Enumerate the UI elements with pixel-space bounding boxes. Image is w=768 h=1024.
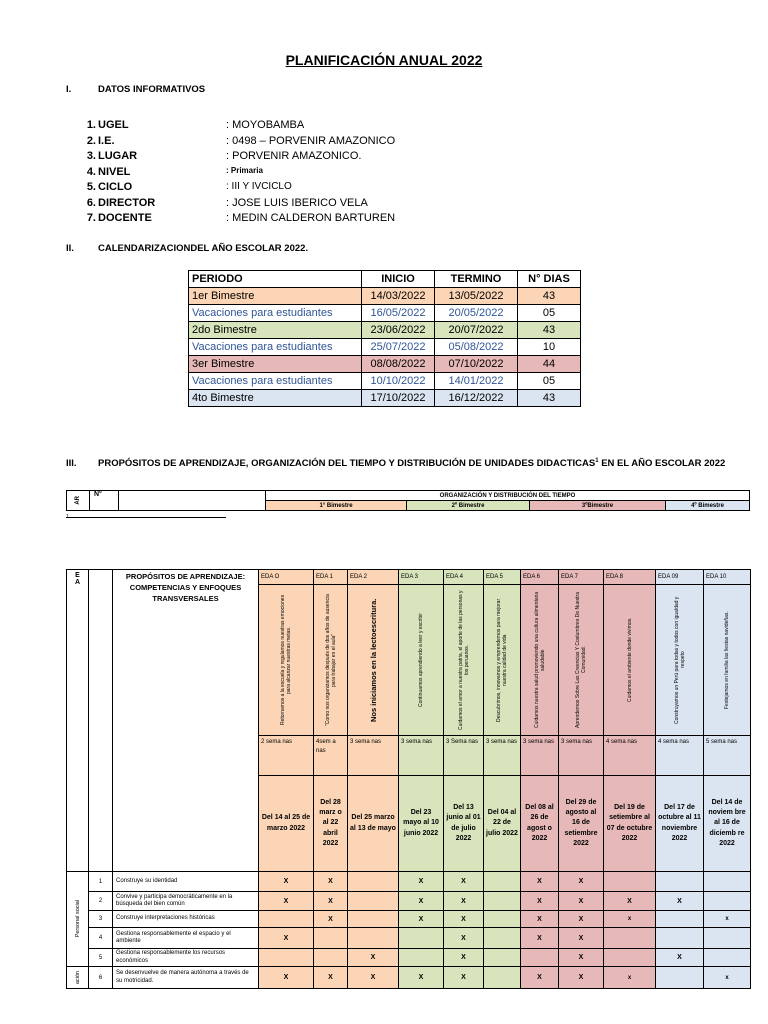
- eda-dates: Del 13 junio al 01 de julio 2022: [444, 776, 484, 872]
- info-key: DIRECTOR: [98, 196, 156, 209]
- competence-mark: X: [559, 872, 604, 892]
- competence-mark: [656, 928, 704, 949]
- eda-title: Construyamos un Perú para todas y todos con igualdad y respeto: [656, 585, 704, 736]
- section-2-number: II.: [66, 243, 74, 254]
- info-number: 4.: [86, 165, 96, 178]
- info-key: CICLO: [98, 181, 133, 193]
- competence-mark: X: [521, 967, 559, 989]
- info-number: 3.: [86, 150, 96, 162]
- info-list: [80, 119, 500, 229]
- competence-mark: [259, 911, 314, 928]
- competence-mark: [604, 872, 656, 892]
- competence-mark: [484, 967, 521, 989]
- info-number: 6.: [86, 196, 96, 209]
- competence-name: Gestiona responsablemente el espacio y el ambiente: [113, 928, 259, 949]
- eda-duration: 3 sema nas: [399, 736, 444, 776]
- eda-title: Cuidamos nuestra salud promoviendo una cultura alimentaria saludable: [521, 585, 559, 736]
- eda-title: Retornamos a la escuela y regulamos nuestras emociones para alcanzar nuestras metas.: [259, 585, 314, 736]
- competence-mark: X: [399, 967, 444, 989]
- competence-mark: [314, 928, 348, 949]
- competence-mark: [484, 911, 521, 928]
- eda-label: EDA 1: [314, 570, 348, 585]
- info-number: 2.: [86, 134, 96, 147]
- eda-label: EDA 09: [656, 570, 704, 585]
- calendar-cell-inicio: 14/03/2022: [362, 288, 435, 305]
- eda-duration: 3 sema nas: [348, 736, 399, 776]
- footnote-mark: 1: [66, 514, 69, 520]
- eda-label: EDA 7: [559, 570, 604, 585]
- competence-number: 5: [89, 949, 113, 967]
- competence-mark: X: [604, 892, 656, 911]
- time-distribution-table: [66, 490, 750, 511]
- competence-mark: X: [444, 892, 484, 911]
- eda-title: Continuamos aprendiendo a leer y escribir: [399, 585, 444, 736]
- calendar-cell-periodo: 1er Bimestre: [189, 288, 362, 305]
- calendar-header-termino: TERMINO: [435, 271, 518, 288]
- competence-mark: X: [559, 949, 604, 967]
- eda-label: EDA 8: [604, 570, 656, 585]
- eda-duration: 3 sema nas: [521, 736, 559, 776]
- calendar-cell-dias: 43: [518, 390, 581, 407]
- competence-mark: X: [314, 967, 348, 989]
- competence-mark: [484, 892, 521, 911]
- competence-mark: [399, 928, 444, 949]
- grid-col-e: E A: [67, 570, 89, 872]
- eda-dates: Del 25 marzo al 13 de mayo: [348, 776, 399, 872]
- info-row: [80, 166, 500, 180]
- area-educacion-fisica: ación: [67, 967, 89, 989]
- competence-mark: x: [704, 911, 751, 928]
- info-row: [80, 212, 500, 226]
- calendar-cell-inicio: 17/10/2022: [362, 390, 435, 407]
- footnote-divider: [66, 517, 226, 518]
- calendar-cell-dias: 05: [518, 305, 581, 322]
- competence-name: Construye interpretaciones históricas: [113, 911, 259, 928]
- competence-row: [67, 892, 751, 911]
- competence-mark: X: [348, 949, 399, 967]
- competence-mark: X: [444, 967, 484, 989]
- info-value: : III Y IVCICLO: [226, 181, 292, 192]
- eda-dates: Del 23 mayo al 10 junio 2022: [399, 776, 444, 872]
- calendar-cell-termino: 20/05/2022: [435, 305, 518, 322]
- eda-duration: 3 sema nas: [484, 736, 521, 776]
- section-3-title: PROPÓSITOS DE APRENDIZAJE, ORGANIZACIÓN DEL TIEMPO Y DISTRIBUCIÓN DE UNIDADES DIDACTICAS$^1$ EN EL AÑO ESCOLAR 2022: [98, 458, 726, 470]
- info-key: UGEL: [98, 119, 129, 131]
- competence-number: 4: [89, 928, 113, 949]
- competence-row: [67, 928, 751, 949]
- eda-dates: Del 08 al 26 de agost o 2022: [521, 776, 559, 872]
- competence-mark: [484, 872, 521, 892]
- calendar-cell-dias: 43: [518, 288, 581, 305]
- info-row: [80, 150, 500, 164]
- eda-dates: Del 14 al 25 de marzo 2022: [259, 776, 314, 872]
- eda-dates: Del 14 de noviem bre al 16 de diciemb re 2022: [704, 776, 751, 872]
- eda-dates: Del 04 al 22 de julio 2022: [484, 776, 521, 872]
- competence-mark: X: [656, 949, 704, 967]
- info-row: [80, 135, 500, 149]
- info-value: : 0498 – PORVENIR AMAZONICO: [226, 134, 396, 147]
- eda-title: Festejamos en familia las fiestas navideñas.: [704, 585, 751, 736]
- calendar-cell-dias: 43: [518, 322, 581, 339]
- calendar-cell-dias: 05: [518, 373, 581, 390]
- calendar-cell-periodo: 4to Bimestre: [189, 390, 362, 407]
- competence-name: Convive y participa democráticamente en la búsqueda del bien común: [113, 892, 259, 911]
- eda-title: Descubrimos, innovamos y emprendemos para mejorar nuestra calidad de vida: [484, 585, 521, 736]
- competence-mark: [259, 949, 314, 967]
- competence-mark: [348, 892, 399, 911]
- competence-mark: [656, 967, 704, 989]
- grid-header-row: [67, 570, 751, 585]
- calendar-cell-termino: 14/01/2022: [435, 373, 518, 390]
- eda-label: EDA 10: [704, 570, 751, 585]
- info-key: NIVEL: [98, 165, 131, 178]
- competence-name: Construye su identidad: [113, 872, 259, 892]
- competence-mark: [704, 872, 751, 892]
- eda-dates: Del 19 de setiembre al 07 de octubre 2022: [604, 776, 656, 872]
- calendar-cell-termino: 05/08/2022: [435, 339, 518, 356]
- section-1-number: I.: [66, 84, 72, 95]
- competence-mark: X: [444, 911, 484, 928]
- competence-mark: [604, 949, 656, 967]
- info-number: 5.: [86, 181, 96, 193]
- competence-mark: X: [348, 967, 399, 989]
- info-row: [80, 181, 500, 195]
- eda-duration: 4 sema nas: [604, 736, 656, 776]
- calendar-cell-dias: 44: [518, 356, 581, 373]
- competence-mark: X: [521, 928, 559, 949]
- eda-duration: 2 sema nas: [259, 736, 314, 776]
- competence-mark: X: [259, 928, 314, 949]
- competence-mark: [348, 872, 399, 892]
- competence-mark: X: [444, 872, 484, 892]
- info-number: 1.: [86, 119, 96, 131]
- competence-mark: X: [399, 872, 444, 892]
- competence-row: [67, 872, 751, 892]
- eda-label: EDA 3: [399, 570, 444, 585]
- competence-row: [67, 911, 751, 928]
- calendar-cell-periodo: Vacaciones para estudiantes: [189, 373, 362, 390]
- competence-name: Gestiona responsablemente los recursos económicos: [113, 949, 259, 967]
- competence-mark: x: [704, 967, 751, 989]
- calendar-cell-termino: 16/12/2022: [435, 390, 518, 407]
- competence-mark: X: [314, 872, 348, 892]
- competence-mark: X: [521, 872, 559, 892]
- info-number: 7.: [86, 212, 96, 224]
- competence-mark: X: [521, 892, 559, 911]
- page-title: PLANIFICACIÓN ANUAL 2022: [285, 52, 483, 68]
- eda-label: EDA 2: [348, 570, 399, 585]
- section-1-title: DATOS INFORMATIVOS: [98, 84, 206, 95]
- competence-row: [67, 949, 751, 967]
- calendar-row: [189, 305, 581, 322]
- calendar-header-inicio: INICIO: [362, 271, 435, 288]
- competence-mark: X: [259, 872, 314, 892]
- eda-title: Nos iniciamos en la lectoescritura.: [348, 585, 399, 736]
- calendar-row: [189, 322, 581, 339]
- eda-dates: Del 17 de octubre al 11 noviembre 2022: [656, 776, 704, 872]
- eda-label: EDA 5: [484, 570, 521, 585]
- competence-mark: [348, 911, 399, 928]
- competence-mark: [521, 949, 559, 967]
- competence-mark: X: [444, 949, 484, 967]
- bimestre-3: 3ºBimestre: [530, 501, 666, 511]
- calendar-row: [189, 390, 581, 407]
- eda-dates: Del 28 marz o al 22 abril 2022: [314, 776, 348, 872]
- calendar-cell-inicio: 08/08/2022: [362, 356, 435, 373]
- eda-title: Cuidamos el amor a nuestra patria, el aporte de las personas y los peruanos.: [444, 585, 484, 736]
- calendar-cell-termino: 13/05/2022: [435, 288, 518, 305]
- eda-title: "Como nos organizamos después de dos años de ausencia para trabajar en el aula": [314, 585, 348, 736]
- info-key: I.E.: [98, 134, 115, 147]
- area-personal-social: Personal social: [67, 872, 89, 967]
- competence-mark: X: [559, 892, 604, 911]
- info-value: : JOSE LUIS IBERICO VELA: [226, 196, 368, 209]
- info-value: : Primaria: [226, 165, 263, 175]
- calendar-cell-periodo: 2do Bimestre: [189, 322, 362, 339]
- competence-mark: X: [314, 911, 348, 928]
- bimestre-2: 2º Bimestre: [407, 501, 530, 511]
- calendar-cell-termino: 07/10/2022: [435, 356, 518, 373]
- grid-col-n: [89, 570, 113, 872]
- eda-dates: Del 29 de agosto al 16 de setiembre 2022: [559, 776, 604, 872]
- competence-mark: [656, 872, 704, 892]
- calendar-cell-inicio: 16/05/2022: [362, 305, 435, 322]
- calendar-cell-termino: 20/07/2022: [435, 322, 518, 339]
- calendar-row: [189, 288, 581, 305]
- calendar-cell-periodo: Vacaciones para estudiantes: [189, 305, 362, 322]
- calendar-row: [189, 339, 581, 356]
- calendar-cell-inicio: 25/07/2022: [362, 339, 435, 356]
- info-value: : PORVENIR AMAZONICO.: [226, 150, 362, 162]
- eda-title: Cuidamos el ambiente donde vivimos.: [604, 585, 656, 736]
- competence-mark: [604, 928, 656, 949]
- competence-mark: [484, 928, 521, 949]
- competence-mark: x: [604, 911, 656, 928]
- competence-number: 3: [89, 911, 113, 928]
- competence-mark: X: [444, 928, 484, 949]
- competence-mark: X: [399, 911, 444, 928]
- competence-mark: [704, 892, 751, 911]
- competence-mark: X: [399, 892, 444, 911]
- eda-label: EDA 6: [521, 570, 559, 585]
- eda-duration: 4 sema nas: [656, 736, 704, 776]
- competence-row: [67, 967, 751, 989]
- calendar-header-periodo: PERIODO: [189, 271, 362, 288]
- competence-mark: X: [559, 967, 604, 989]
- bimestre-4: 4º Bimestre: [666, 501, 750, 511]
- section-2-title: CALENDARIZACIONDEL AÑO ESCOLAR 2022.: [98, 243, 309, 254]
- info-key: DOCENTE: [98, 212, 152, 224]
- calendar-table: [188, 270, 581, 407]
- grid-competence-header: PROPÓSITOS DE APRENDIZAJE: COMPETENCIAS Y ENFOQUES TRANSVERSALES: [113, 570, 259, 872]
- calendar-cell-periodo: 3er Bimestre: [189, 356, 362, 373]
- organization-header: ORGANIZACIÓN Y DISTRIBUCIÓN DEL TIEMPO: [266, 491, 750, 501]
- competence-number: 1: [89, 872, 113, 892]
- competence-mark: [348, 928, 399, 949]
- eda-duration: 3 sema nas: [559, 736, 604, 776]
- eda-duration: 5 sema nas: [704, 736, 751, 776]
- eda-label: EDA O: [259, 570, 314, 585]
- calendar-cell-dias: 10: [518, 339, 581, 356]
- competence-mark: X: [559, 911, 604, 928]
- competence-mark: X: [314, 892, 348, 911]
- calendar-row: [189, 356, 581, 373]
- competence-mark: [484, 949, 521, 967]
- calendar-cell-inicio: 23/06/2022: [362, 322, 435, 339]
- info-value: : MOYOBAMBA: [226, 119, 305, 131]
- competence-mark: x: [604, 967, 656, 989]
- competence-number: 6: [89, 967, 113, 989]
- info-value: : MEDIN CALDERON BARTUREN: [226, 212, 396, 224]
- competence-mark: X: [656, 892, 704, 911]
- eda-duration: 3 Sema nas: [444, 736, 484, 776]
- competence-mark: X: [559, 928, 604, 949]
- competence-number: 2: [89, 892, 113, 911]
- competence-name: Se desenvuelve de manera autónoma a través de su motricidad.: [113, 967, 259, 989]
- info-row: [80, 197, 500, 211]
- eda-title: Aprendemos Sobre Las Creencias Y Costumbres De Nuestra Comunidad.: [559, 585, 604, 736]
- competence-mark: [704, 949, 751, 967]
- planning-grid: [66, 569, 751, 989]
- competence-header: [119, 491, 266, 511]
- competence-mark: [656, 911, 704, 928]
- competence-mark: X: [521, 911, 559, 928]
- eda-label: EDA 4: [444, 570, 484, 585]
- eda-duration: 4sem a nas: [314, 736, 348, 776]
- area-header: ÁR: [67, 491, 90, 511]
- calendar-row: [189, 373, 581, 390]
- info-key: LUGAR: [98, 150, 138, 162]
- number-header: N°: [90, 491, 119, 511]
- section-3-number: III.: [66, 458, 77, 469]
- competence-mark: [704, 928, 751, 949]
- competence-mark: [314, 949, 348, 967]
- calendar-header-dias: N° DIAS: [518, 271, 581, 288]
- bimestre-1: 1° Bimestre: [266, 501, 407, 511]
- competence-mark: [399, 949, 444, 967]
- calendar-cell-inicio: 10/10/2022: [362, 373, 435, 390]
- calendar-cell-periodo: Vacaciones para estudiantes: [189, 339, 362, 356]
- competence-mark: X: [259, 967, 314, 989]
- competence-mark: X: [259, 892, 314, 911]
- info-row: [80, 119, 500, 133]
